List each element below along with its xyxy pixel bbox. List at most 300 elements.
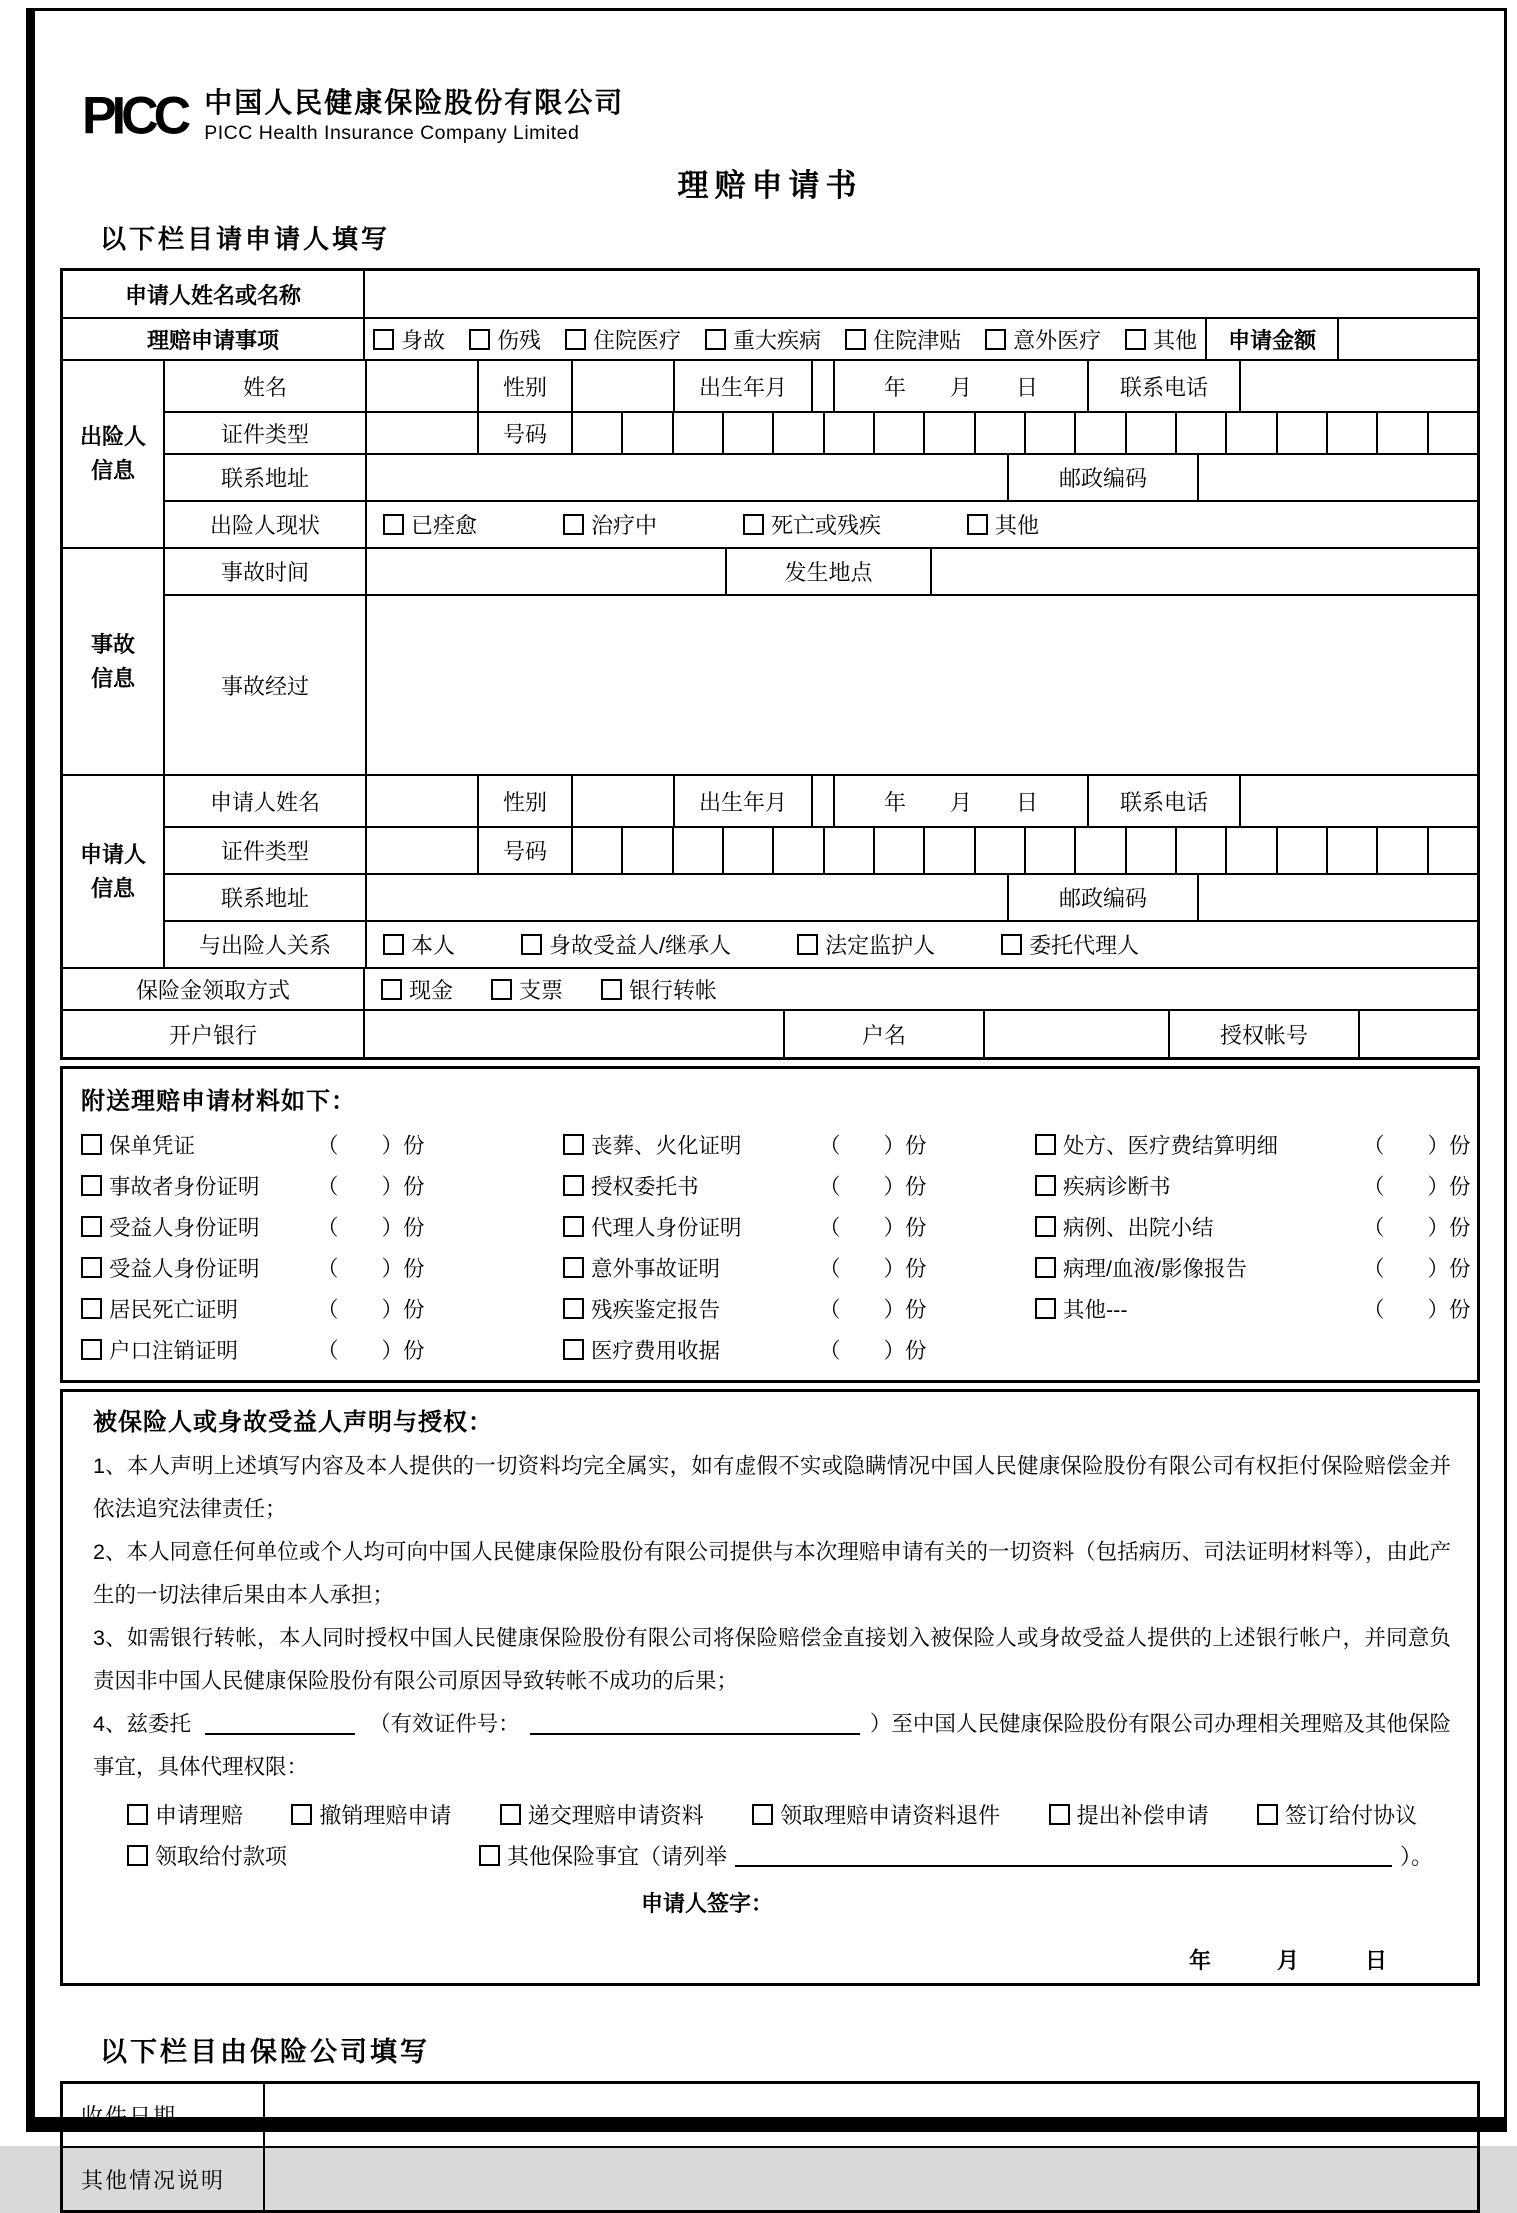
declaration-clause-2: 2、本人同意任何单位或个人均可向中国人民健康保险股份有限公司提供与本次理赔申请有关的一切资料（包括病历、司法证明材料等），由此产生的一切法律后果由本人承担；: [93, 1540, 1451, 1607]
material-label: 病例、出院小结: [1063, 1216, 1214, 1240]
applicant-address-label: 联系地址: [220, 886, 309, 911]
material-item: [563, 1252, 1035, 1283]
materials-heading: 附送理赔申请材料如下：: [81, 1088, 356, 1115]
receive-date-input-cell[interactable]: [263, 2084, 1477, 2146]
id-digit-cell[interactable]: [672, 828, 722, 873]
insured-id-digit-boxes: [571, 413, 1477, 453]
payment-option-checkbox[interactable]: [601, 979, 622, 1000]
material-count[interactable]: （ ）份: [1363, 1134, 1471, 1158]
declaration-clause-1: 1、本人声明上述填写内容及本人提供的一切资料均完全属实，如有虚假不实或隐瞒情况中国人民健康保险股份有限公司有权拒付保险赔偿金并依法追究法律责任；: [93, 1454, 1451, 1521]
materials-row: [63, 1124, 1477, 1165]
id-digit-cell[interactable]: [621, 828, 671, 873]
material-checkbox[interactable]: [1035, 1175, 1056, 1196]
insured-section: [63, 359, 1477, 547]
declaration-clause-4: [93, 1703, 1451, 1789]
signature-label: 申请人签字：: [640, 1891, 773, 1916]
authority-option-label: 提出补偿申请: [1076, 1803, 1209, 1828]
status-option-checkbox[interactable]: [743, 514, 764, 535]
material-count[interactable]: （ ）份: [819, 1257, 927, 1281]
insured-gender-input-cell[interactable]: [571, 361, 673, 411]
insured-phone-input-cell[interactable]: [1239, 361, 1477, 411]
id-digit-cell[interactable]: [1125, 413, 1175, 453]
material-count[interactable]: （ ）份: [1363, 1216, 1471, 1240]
material-checkbox[interactable]: [1035, 1257, 1056, 1278]
id-digit-cell[interactable]: [823, 828, 873, 873]
material-item: [81, 1170, 563, 1201]
account-name-label: 户名: [783, 1011, 983, 1057]
relation-option-checkbox[interactable]: [797, 934, 818, 955]
material-checkbox[interactable]: [1035, 1134, 1056, 1155]
applicant-phone-input-cell[interactable]: [1239, 776, 1477, 826]
material-count[interactable]: （ ）份: [1363, 1175, 1471, 1199]
insured-basic-row: [165, 361, 1477, 411]
accident-process-row: [165, 594, 1477, 774]
other-note-label: 其他情况说明: [81, 2167, 226, 2193]
accident-group-line1: 事故: [90, 631, 135, 657]
insured-address-input-cell[interactable]: [365, 455, 1007, 500]
status-option-checkbox[interactable]: [563, 514, 584, 535]
authority-option: [1257, 1799, 1417, 1830]
receive-date-row: [63, 2084, 1477, 2146]
id-digit-cell[interactable]: [974, 413, 1024, 453]
authority-option: [500, 1799, 704, 1830]
claim-option-label: 其他: [1153, 327, 1198, 353]
relation-label: 与出险人关系: [198, 933, 331, 958]
other-note-input-cell[interactable]: [263, 2148, 1477, 2210]
materials-row: [63, 1165, 1477, 1206]
material-item: [1035, 1293, 1477, 1324]
insured-address-row: [165, 453, 1477, 500]
material-label: 疾病诊断书: [1063, 1175, 1171, 1199]
accident-process-label: 事故经过: [220, 673, 309, 699]
claim-option: [985, 324, 1101, 355]
insured-zip-input-cell[interactable]: [1197, 455, 1477, 500]
status-option: [743, 509, 881, 540]
material-label: 居民死亡证明: [109, 1298, 239, 1322]
material-item: [563, 1293, 1035, 1324]
payment-option: [601, 974, 717, 1005]
materials-row: [63, 1206, 1477, 1247]
account-name-input-cell[interactable]: [983, 1011, 1168, 1057]
claim-option-label: 身故: [401, 327, 446, 353]
material-count[interactable]: （ ）份: [819, 1216, 927, 1240]
applicant-fullname-input-cell[interactable]: [365, 776, 477, 826]
material-label: 病理/血液/影像报告: [1063, 1257, 1247, 1281]
authority-option-checkbox[interactable]: [479, 1845, 500, 1866]
id-digit-cell[interactable]: [722, 413, 772, 453]
clause4-id-label: （有效证件号：: [369, 1712, 520, 1736]
claim-option: [469, 324, 541, 355]
relation-option: [1001, 929, 1139, 960]
accident-place-input-cell[interactable]: [930, 549, 1477, 594]
applicant-name-row: [63, 271, 1477, 317]
materials-row: [63, 1247, 1477, 1288]
material-checkbox[interactable]: [81, 1175, 102, 1196]
material-label: 意外事故证明: [591, 1257, 721, 1281]
other-option-blank[interactable]: [735, 1845, 1392, 1867]
applicant-birth-label: 出生年月: [673, 776, 811, 826]
material-item: [81, 1211, 563, 1242]
applicant-basic-row: [165, 776, 1477, 826]
payment-option-checkbox[interactable]: [491, 979, 512, 1000]
claim-amount-label: 申请金额: [1205, 319, 1337, 359]
claim-option: [373, 324, 445, 355]
applicant-zip-label: 邮政编码: [1007, 875, 1197, 920]
material-count[interactable]: （ ）份: [317, 1257, 425, 1281]
applicant-zip-input-cell[interactable]: [1197, 875, 1477, 920]
applicant-relation-row: [165, 920, 1477, 967]
status-option: [383, 509, 477, 540]
clause4-prefix: 4、兹委托: [93, 1712, 192, 1736]
material-checkbox[interactable]: [81, 1339, 102, 1360]
material-item: [81, 1129, 563, 1160]
accident-process-input-cell[interactable]: [365, 596, 1477, 774]
delegate-name-blank[interactable]: [205, 1713, 355, 1735]
materials-box: [60, 1066, 1480, 1383]
auth-account-input-cell[interactable]: [1358, 1011, 1477, 1057]
delegate-id-blank[interactable]: [530, 1713, 860, 1735]
authority-option-label: 撤销理赔申请: [319, 1803, 452, 1828]
id-digit-cell[interactable]: [1326, 828, 1376, 873]
material-checkbox[interactable]: [563, 1257, 584, 1278]
payment-option: [491, 974, 563, 1005]
authority-option-label: 领取理赔申请资料退件: [780, 1803, 1001, 1828]
bank-input-cell[interactable]: [363, 1011, 783, 1057]
material-checkbox[interactable]: [563, 1339, 584, 1360]
insured-status-label: 出险人现状: [209, 513, 320, 538]
id-digit-cell[interactable]: [573, 828, 621, 873]
applicant-id-type-input-cell[interactable]: [365, 828, 477, 873]
material-label: 受益人身份证明: [109, 1216, 260, 1240]
payment-option-label: 银行转帐: [629, 977, 718, 1003]
claim-options-cell: [363, 319, 1205, 359]
authority-option-checkbox[interactable]: [127, 1804, 148, 1825]
company-table: [60, 2081, 1480, 2213]
authority-option-checkbox[interactable]: [752, 1804, 773, 1825]
receive-date-label: 收件日期: [81, 2103, 178, 2129]
material-count[interactable]: （ ）份: [819, 1339, 927, 1363]
insured-id-no-label: 号码: [477, 413, 571, 453]
bank-label: 开户银行: [168, 1022, 257, 1048]
accident-time-input-cell[interactable]: [365, 549, 725, 594]
id-digit-cell[interactable]: [873, 413, 923, 453]
relation-option-checkbox[interactable]: [1001, 934, 1022, 955]
applicant-birth-ymd-cell[interactable]: 年 月 日: [833, 776, 1087, 826]
applicant-id-row: [165, 826, 1477, 873]
id-digit-cell[interactable]: [923, 828, 973, 873]
insured-id-type-label: 证件类型: [220, 421, 309, 447]
relation-option-label: 委托代理人: [1029, 933, 1140, 958]
material-label: 事故者身份证明: [109, 1175, 260, 1199]
material-checkbox[interactable]: [1035, 1216, 1056, 1237]
bank-row: [63, 1009, 1477, 1057]
material-checkbox[interactable]: [81, 1298, 102, 1319]
status-option-label: 治疗中: [591, 513, 658, 538]
id-digit-cell[interactable]: [1074, 413, 1124, 453]
applicant-id-type-label: 证件类型: [220, 839, 309, 864]
material-checkbox[interactable]: [563, 1298, 584, 1319]
claim-option: [565, 324, 681, 355]
material-checkbox[interactable]: [81, 1257, 102, 1278]
authority-option-checkbox[interactable]: [500, 1804, 521, 1825]
id-digit-cell[interactable]: [772, 828, 822, 873]
insured-status-options-cell: [365, 502, 1477, 547]
authority-option-label: 签订给付协议: [1284, 1803, 1417, 1828]
payment-method-label: 保险金领取方式: [135, 977, 290, 1003]
material-item: [1035, 1252, 1477, 1283]
signature-date-hint: 年 月 日: [1188, 1948, 1387, 1973]
company-name-cn: 中国人民健康保险股份有限公司: [204, 87, 625, 118]
id-digit-cell[interactable]: [573, 413, 621, 453]
authority-option-label: 申请理赔: [155, 1803, 244, 1828]
authority-options-row1: [93, 1795, 1451, 1830]
status-option-checkbox[interactable]: [967, 514, 988, 535]
relation-option: [521, 929, 731, 960]
accident-time-label: 事故时间: [220, 560, 309, 585]
material-label: 户口注销证明: [109, 1339, 239, 1363]
id-digit-cell[interactable]: [1225, 828, 1275, 873]
claim-option-checkbox[interactable]: [373, 329, 394, 350]
id-digit-cell[interactable]: [1376, 413, 1426, 453]
material-count[interactable]: （ ）份: [819, 1134, 927, 1158]
insured-id-type-input-cell[interactable]: [365, 413, 477, 453]
claim-option-checkbox[interactable]: [985, 329, 1006, 350]
status-option-label: 已痊愈: [411, 513, 478, 538]
insured-address-label: 联系地址: [220, 466, 309, 491]
authority-options-row2: [93, 1830, 1451, 1871]
claim-amount-input-cell[interactable]: [1337, 319, 1495, 359]
relation-option-label: 本人: [411, 933, 456, 958]
material-label: 处方、医疗费结算明细: [1063, 1134, 1279, 1158]
claim-option-checkbox[interactable]: [565, 329, 586, 350]
material-item: [81, 1293, 563, 1324]
material-label: 代理人身份证明: [591, 1216, 742, 1240]
payment-options-cell: [363, 969, 1477, 1009]
insured-id-row: [165, 411, 1477, 453]
declaration-clause-3: 3、如需银行转帐，本人同时授权中国人民健康保险股份有限公司将保险赔偿金直接划入被保险人或身故受益人提供的上述银行帐户，并同意负责因非中国人民健康保险股份有限公司原因导致转帐不成功的后果；: [93, 1626, 1451, 1693]
auth-account-label: 授权帐号: [1168, 1011, 1358, 1057]
authority-option: [127, 1840, 479, 1871]
material-item: [81, 1252, 563, 1283]
authority-option: [752, 1799, 1000, 1830]
id-digit-cell[interactable]: [1175, 413, 1225, 453]
id-digit-cell[interactable]: [823, 413, 873, 453]
other-option-suffix: ）。: [1399, 1844, 1433, 1869]
authority-option-checkbox[interactable]: [291, 1804, 312, 1825]
material-label: 其他---: [1063, 1298, 1128, 1322]
applicant-phone-label: 联系电话: [1087, 776, 1239, 826]
id-digit-cell[interactable]: [974, 828, 1024, 873]
applicant-gender-label: 性别: [477, 776, 571, 826]
material-count[interactable]: （ ）份: [819, 1298, 927, 1322]
claim-option: [705, 324, 821, 355]
accident-place-label: 发生地点: [725, 549, 930, 594]
status-option-checkbox[interactable]: [383, 514, 404, 535]
applicant-section-heading: 以下栏目请申请人填写: [100, 224, 391, 254]
material-item: [563, 1170, 1035, 1201]
claim-option-label: 伤残: [497, 327, 542, 353]
payment-option: [381, 974, 453, 1005]
authority-option-checkbox[interactable]: [127, 1845, 148, 1866]
applicant-group-line2: 信息: [90, 875, 135, 901]
material-checkbox[interactable]: [563, 1175, 584, 1196]
claim-option-checkbox[interactable]: [845, 329, 866, 350]
applicant-id-no-label: 号码: [477, 828, 571, 873]
material-checkbox[interactable]: [81, 1134, 102, 1155]
accident-time-row: [165, 549, 1477, 594]
form-header: [82, 86, 1480, 158]
payment-option-label: 支票: [519, 977, 564, 1003]
material-count[interactable]: （ ）份: [1363, 1257, 1471, 1281]
insured-name-input-cell[interactable]: [365, 361, 477, 411]
material-item: [563, 1211, 1035, 1242]
claim-option-label: 重大疾病: [733, 327, 822, 353]
applicant-section: [63, 774, 1477, 967]
insured-gender-label: 性别: [477, 361, 571, 411]
payment-option-label: 现金: [409, 977, 454, 1003]
authority-option: [1049, 1799, 1209, 1830]
id-digit-cell[interactable]: [1326, 413, 1376, 453]
material-label: 残疾鉴定报告: [591, 1298, 721, 1322]
material-count[interactable]: （ ）份: [317, 1216, 425, 1240]
relation-option-checkbox[interactable]: [383, 934, 404, 955]
accident-group-label: [63, 549, 163, 774]
material-item: [1035, 1211, 1477, 1242]
applicant-gender-input-cell[interactable]: [571, 776, 673, 826]
id-digit-cell[interactable]: [1175, 828, 1225, 873]
applicant-name-input-cell[interactable]: [363, 271, 1477, 317]
insured-phone-label: 联系电话: [1087, 361, 1239, 411]
material-item: [563, 1334, 1035, 1365]
form-title: 理赔申请书: [677, 168, 863, 203]
material-item: [1035, 1170, 1477, 1201]
id-digit-cell[interactable]: [672, 413, 722, 453]
status-option: [967, 509, 1039, 540]
material-item: [563, 1129, 1035, 1160]
insured-group-line1: 出险人: [79, 424, 146, 449]
relation-option-label: 身故受益人/继承人: [549, 933, 732, 958]
insured-name-label: 姓名: [242, 374, 287, 400]
authority-option-checkbox[interactable]: [1049, 1804, 1070, 1825]
id-digit-cell[interactable]: [1276, 413, 1326, 453]
material-count[interactable]: （ ）份: [317, 1134, 425, 1158]
claim-option-label: 意外医疗: [1013, 327, 1102, 353]
claim-option: [845, 324, 961, 355]
status-option-label: 死亡或残疾: [771, 513, 882, 538]
applicant-address-row: [165, 873, 1477, 920]
insured-group-label: [63, 361, 163, 547]
materials-row: [63, 1329, 1477, 1370]
authority-option-checkbox[interactable]: [1257, 1804, 1278, 1825]
id-digit-cell[interactable]: [1024, 413, 1074, 453]
claim-items-label: 理赔申请事项: [146, 327, 279, 353]
authority-option: [127, 1799, 243, 1830]
claim-option: [1125, 324, 1197, 355]
insured-status-row: [165, 500, 1477, 547]
material-checkbox[interactable]: [563, 1216, 584, 1237]
claim-option-label: 住院津贴: [873, 327, 962, 353]
applicant-address-input-cell[interactable]: [365, 875, 1007, 920]
material-checkbox[interactable]: [563, 1134, 584, 1155]
payment-method-row: [63, 967, 1477, 1009]
material-item: [1035, 1129, 1477, 1160]
material-count[interactable]: （ ）份: [819, 1175, 927, 1199]
materials-row: [63, 1288, 1477, 1329]
material-count[interactable]: （ ）份: [1363, 1298, 1471, 1322]
applicant-name-label: 申请人姓名或名称: [124, 282, 301, 308]
accident-group-line2: 信息: [90, 665, 135, 691]
applicant-group-label: [63, 776, 163, 967]
material-count[interactable]: （ ）份: [317, 1298, 425, 1322]
insured-birth-ymd-cell[interactable]: 年 月 日: [833, 361, 1087, 411]
accident-section: [63, 547, 1477, 774]
material-label: 保单凭证: [109, 1134, 196, 1158]
id-digit-cell[interactable]: [1427, 413, 1477, 453]
id-digit-cell[interactable]: [1225, 413, 1275, 453]
claim-items-row: [63, 317, 1477, 359]
id-digit-cell[interactable]: [1125, 828, 1175, 873]
relation-option-checkbox[interactable]: [521, 934, 542, 955]
claim-option-label: 住院医疗: [593, 327, 682, 353]
material-count[interactable]: （ ）份: [317, 1339, 425, 1363]
other-option-label: 其他保险事宜（请列举: [507, 1844, 728, 1869]
authority-option-label: 领取给付款项: [155, 1844, 288, 1869]
id-digit-cell[interactable]: [1276, 828, 1326, 873]
material-label: 授权委托书: [591, 1175, 699, 1199]
declaration-box: [60, 1389, 1480, 1986]
id-digit-cell[interactable]: [1376, 828, 1426, 873]
id-digit-cell[interactable]: [621, 413, 671, 453]
material-label: 医疗费用收据: [591, 1339, 721, 1363]
material-checkbox[interactable]: [1035, 1298, 1056, 1319]
authority-option-label: 递交理赔申请资料: [527, 1803, 704, 1828]
company-name-en: PICC Health Insurance Company Limited: [204, 122, 580, 144]
relation-options-cell: [365, 922, 1477, 967]
payment-option-checkbox[interactable]: [381, 979, 402, 1000]
authority-option: [291, 1799, 451, 1830]
id-digit-cell[interactable]: [1024, 828, 1074, 873]
material-item: [81, 1334, 563, 1365]
main-table: [60, 268, 1480, 1060]
id-digit-cell[interactable]: [772, 413, 822, 453]
relation-option: [797, 929, 935, 960]
status-option: [563, 509, 657, 540]
other-note-row: [63, 2146, 1477, 2210]
material-checkbox[interactable]: [81, 1216, 102, 1237]
insured-zip-label: 邮政编码: [1007, 455, 1197, 500]
picc-logo: PICC: [82, 86, 187, 146]
status-option-label: 其他: [995, 513, 1040, 538]
id-digit-cell[interactable]: [923, 413, 973, 453]
relation-option-label: 法定监护人: [825, 933, 936, 958]
claim-option-checkbox[interactable]: [469, 329, 490, 350]
claim-option-checkbox[interactable]: [705, 329, 726, 350]
id-digit-cell[interactable]: [873, 828, 923, 873]
id-digit-cell[interactable]: [1427, 828, 1477, 873]
id-digit-cell[interactable]: [1074, 828, 1124, 873]
material-count[interactable]: （ ）份: [317, 1175, 425, 1199]
material-label: 丧葬、火化证明: [591, 1134, 742, 1158]
insured-birth-spacer-cell: [811, 361, 833, 411]
clause4-suffix: ）至中国人民健康保险股份有限公司办理相关理赔及其他保险事宜，具体代理权限：: [93, 1712, 1451, 1779]
claim-option-checkbox[interactable]: [1125, 329, 1146, 350]
applicant-fullname-label: 申请人姓名: [209, 789, 320, 815]
company-section-heading: 以下栏目由保险公司填写: [100, 2037, 430, 2067]
material-label: 受益人身份证明: [109, 1257, 260, 1281]
relation-option: [383, 929, 455, 960]
declaration-heading: 被保险人或身故受益人声明与授权：: [93, 1409, 493, 1436]
id-digit-cell[interactable]: [722, 828, 772, 873]
